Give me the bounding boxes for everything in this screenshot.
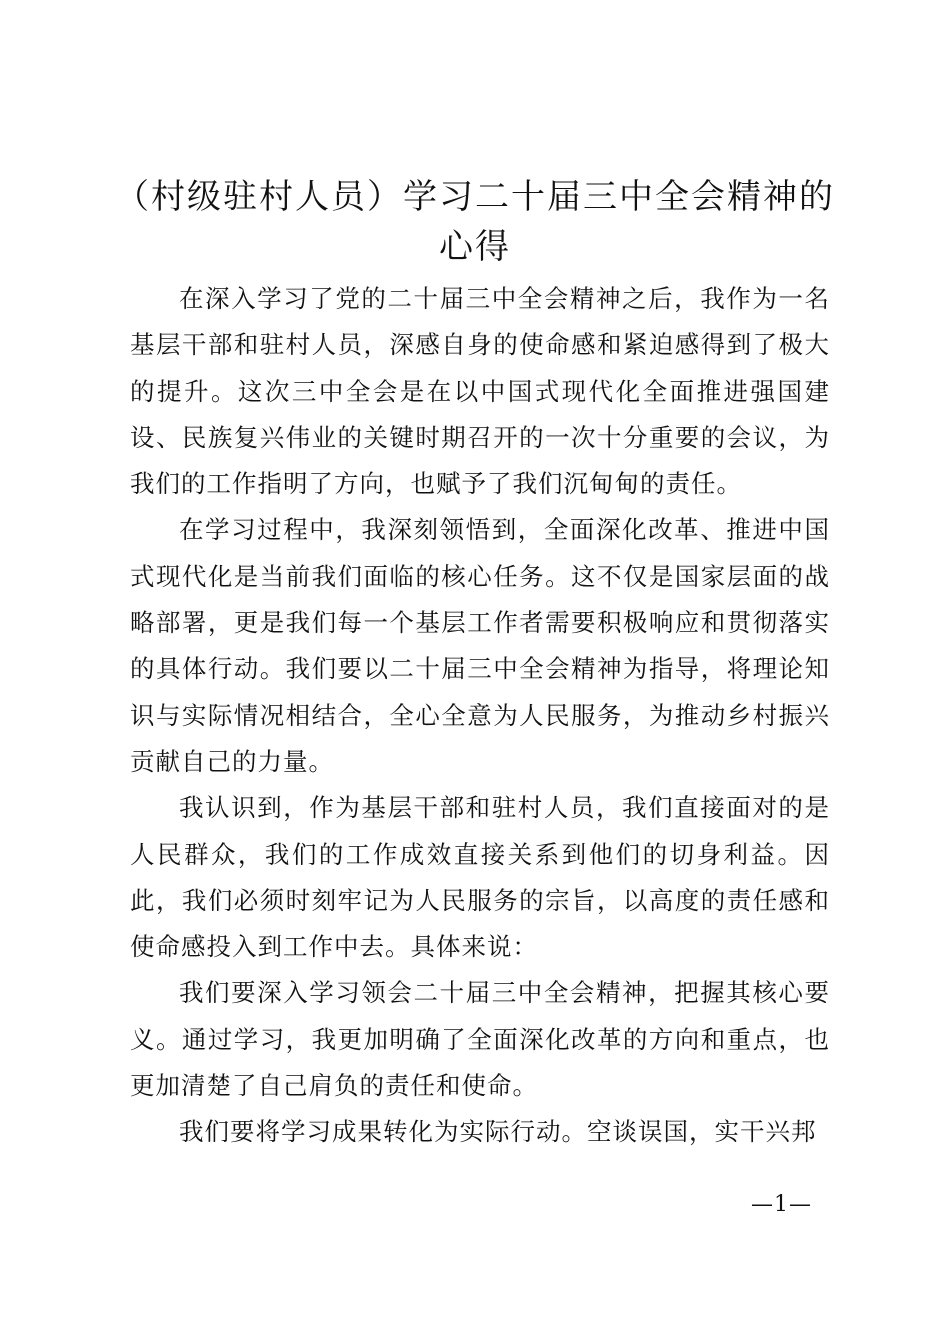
paragraph-4: 我们要深入学习领会二十届三中全会精神，把握其核心要义。通过学习，我更加明确了全面深化改革的方向和重点，也更加清楚了自己肩负的责任和使命。 (130, 978, 830, 1101)
page-number: —1— (751, 1192, 812, 1217)
document-title (100, 172, 850, 272)
title-line-2: 心得 (439, 227, 511, 267)
title-line-1: （村级驻村人员）学习二十届三中全会精神的 (115, 177, 835, 217)
paragraph-1: 在深入学习了党的二十届三中全会精神之后，我作为一名基层干部和驻村人员，深感自身的使命感和紧迫感得到了极大的提升。这次三中全会是在以中国式现代化全面推进强国建设、民族复兴伟业的关键时期召开的一次十分重要的会议，为我们的工作指明了方向，也赋予了我们沉甸甸的责任。 (130, 284, 830, 499)
paragraph-5: 我们要将学习成果转化为实际行动。空谈误国，实干兴邦 (179, 1117, 817, 1147)
paragraph-2: 在学习过程中，我深刻领悟到，全面深化改革、推进中国式现代化是当前我们面临的核心任务。这不仅是国家层面的战略部署，更是我们每一个基层工作者需要积极响应和贯彻落实的具体行动。我们要以二十届三中全会精神为指导，将理论知识与实际情况相结合，全心全意为人民服务，为推动乡村振兴贡献自己的力量。 (130, 515, 830, 776)
paragraph-3: 我认识到，作为基层干部和驻村人员，我们直接面对的是人民群众，我们的工作成效直接关系到他们的切身利益。因此，我们必须时刻牢记为人民服务的宗旨，以高度的责任感和使命感投入到工作中去。具体来说： (130, 793, 830, 962)
document-body (130, 276, 830, 1156)
